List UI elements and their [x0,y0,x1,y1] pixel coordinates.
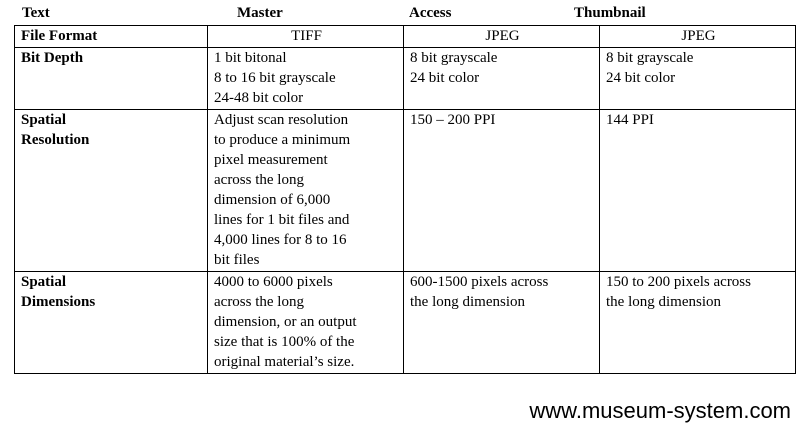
row-label-bit-depth: Bit Depth [15,48,208,110]
table-row-spatial-resolution [15,110,796,272]
header-thumbnail: Thumbnail [574,5,646,21]
header-text: Text [22,5,50,21]
table-row-file-format [15,26,796,48]
access-file-format: JPEG [404,26,600,48]
thumbnail-file-format: JPEG [600,26,796,48]
table-row-bit-depth [15,48,796,110]
file-format-table [14,25,796,374]
access-spatial-dimensions: 600-1500 pixels across the long dimension [404,272,600,374]
header-master: Master [237,5,283,21]
access-bit-depth: 8 bit grayscale 24 bit color [404,48,600,110]
master-spatial-resolution: Adjust scan resolution to produce a minimum pixel measurement across the long dimension of 6,000 lines for 1 bit files and 4,000 lines for 8 to 16 bit files [208,110,404,272]
master-bit-depth: 1 bit bitonal 8 to 16 bit grayscale 24-48 bit color [208,48,404,110]
thumbnail-spatial-resolution: 144 PPI [600,110,796,272]
row-label-spatial-resolution: Spatial Resolution [15,110,208,272]
column-header-row [0,0,807,26]
table-row-spatial-dimensions [15,272,796,374]
row-label-file-format: File Format [15,26,208,48]
thumbnail-spatial-dimensions: 150 to 200 pixels across the long dimension [600,272,796,374]
master-file-format: TIFF [208,26,404,48]
row-label-spatial-dimensions: Spatial Dimensions [15,272,208,374]
header-access: Access [409,5,452,21]
access-spatial-resolution: 150 – 200 PPI [404,110,600,272]
master-spatial-dimensions: 4000 to 6000 pixels across the long dimension, or an output size that is 100% of the original material’s size. [208,272,404,374]
thumbnail-bit-depth: 8 bit grayscale 24 bit color [600,48,796,110]
watermark-url: www.museum-system.com [529,398,791,423]
